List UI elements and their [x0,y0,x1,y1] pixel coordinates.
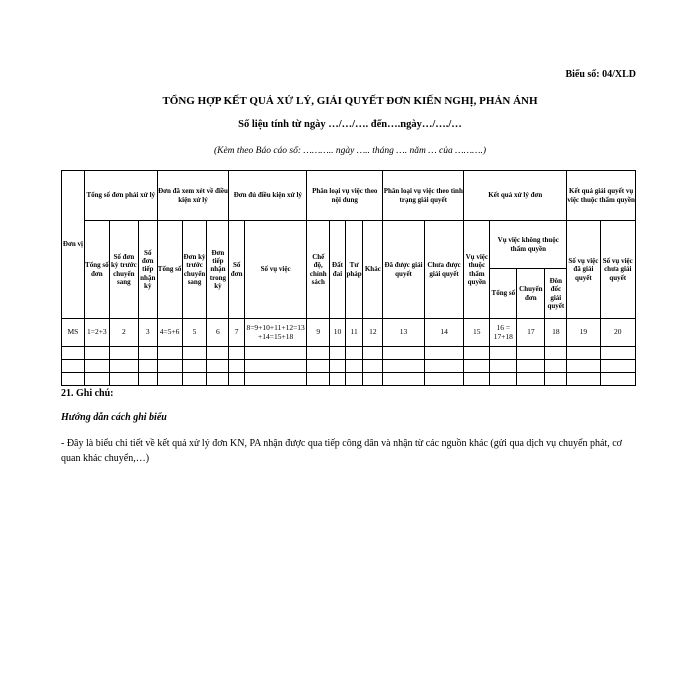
form-number: Biểu số: 04/XLD [565,69,636,80]
header-vu-viec-khong-thuoc-tham-quyen: Vụ việc không thuộc thẩm quyền [490,221,567,269]
code-cell: 17 [517,319,545,347]
code-cell: 4=5+6 [157,319,182,347]
header-so-don-tiep-nhan: Số đơn tiếp nhận kỳ [138,221,157,319]
guide-text: - Đây là biểu chi tiết về kết quả xử lý đơn KN, PA nhận được qua tiếp công dân và nhận từ các nguồn khác (gửi qua dịch vụ chuyển phát, cơ quan khác chuyển,…) [61,438,622,464]
header-vu-viec-thuoc-tham-quyen: Vụ việc thuộc thẩm quyền [464,221,490,319]
code-cell: 14 [424,319,464,347]
notes-title: 21. Ghi chú: [61,388,114,399]
header-tu-phap: Tư pháp [345,221,363,319]
header-chua-duoc-giai-quyet: Chưa được giải quyết [424,221,464,319]
header-phan-loai-tinh-trang: Phân loại vụ việc theo tình trạng giải quyết [383,171,464,221]
header-da-duoc-giai-quyet: Đã được giải quyết [383,221,425,319]
header-don-doc-giai-quyet: Đôn đốc giải quyết [545,269,567,319]
code-cell: 19 [567,319,600,347]
guide-title: Hướng dẫn cách ghi biểu [61,412,167,423]
reporting-period: Số liệu tính từ ngày …/…/…. đến….ngày…/…./… [238,119,462,130]
header-so-vu-viec-da-giai-quyet: Số vụ việc đã giải quyết [567,221,600,319]
header-so-vu-viec: Số vụ việc [244,221,306,319]
header-don-ky-truoc: Đơn kỳ trước chuyển sang [182,221,207,319]
header-ket-qua-xu-ly: Kết quả xử lý đơn [464,171,567,221]
header-tong-so-khong-thuoc: Tổng số [490,269,517,319]
header-che-do-chinh-sach: Chế độ, chính sách [307,221,330,319]
header-tong-so-don: Tổng số đơn [84,221,109,319]
code-cell: 7 [229,319,245,347]
attachment-reference: (Kèm theo Báo cáo số: ……….. ngày ….. tháng …. năm … của ……….) [213,146,487,156]
code-cell: 8=9+10+11+12=13+14=15+18 [244,319,306,347]
code-cell: 11 [345,319,363,347]
header-don-tiep-nhan: Đơn tiếp nhận trong kỳ [207,221,229,319]
header-tong-so: Tổng số [157,221,182,319]
code-cell: 12 [363,319,383,347]
header-don-da-xem-xet: Đơn đã xem xét về điều kiện xử lý [157,171,229,221]
header-chuyen-don: Chuyển đơn [517,269,545,319]
header-so-don-ky-truoc: Số đơn kỳ trước chuyển sang [109,221,138,319]
report-table [61,170,636,386]
code-cell: 10 [330,319,346,347]
code-cell: 1=2+3 [84,319,109,347]
table-row [62,360,636,373]
code-cell: 9 [307,319,330,347]
code-cell: 16 = 17+18 [490,319,517,347]
code-cell: 5 [182,319,207,347]
header-dat-dai: Đất đai [330,221,346,319]
header-phan-loai-noi-dung: Phân loại vụ việc theo nội dung [307,171,383,221]
table-row [62,347,636,360]
code-cell: 3 [138,319,157,347]
code-cell: 20 [600,319,635,347]
header-so-don: Số đơn [229,221,245,319]
header-so-vu-viec-chua-giai-quyet: Số vụ việc chưa giải quyết [600,221,635,319]
code-cell: 2 [109,319,138,347]
report-title: TỔNG HỢP KẾT QUẢ XỬ LÝ, GIẢI QUYẾT ĐƠN KIẾN NGHỊ, PHẢN ÁNH [162,95,538,107]
code-cell: MS [62,319,85,347]
code-cell: 13 [383,319,425,347]
code-cell: 15 [464,319,490,347]
header-khac: Khác [363,221,383,319]
header-don-vi: Đơn vị [62,171,85,319]
header-tong-so-don-phai-xu-ly: Tổng số đơn phải xử lý [84,171,157,221]
code-cell: 18 [545,319,567,347]
code-cell: 6 [207,319,229,347]
header-don-du-dieu-kien: Đơn đủ điều kiện xử lý [229,171,307,221]
header-ket-qua-giai-quyet: Kết quả giải quyết vụ việc thuộc thẩm quyền [567,171,636,221]
table-row [62,373,636,386]
